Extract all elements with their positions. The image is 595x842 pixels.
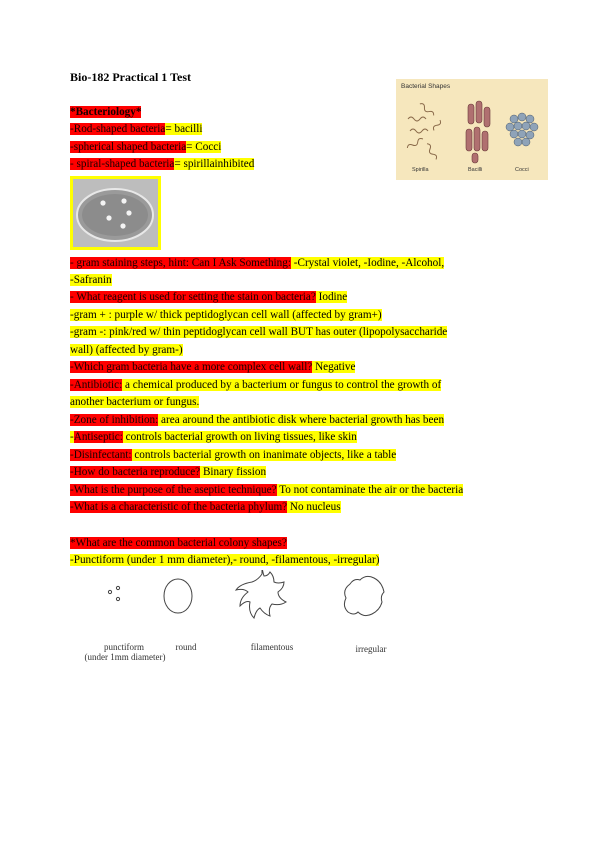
answer-text: another bacterium or fungus. xyxy=(70,396,200,408)
question-text: -Disinfectant: xyxy=(70,449,132,461)
label-irregular: irregular xyxy=(355,644,387,654)
question-text: -Antibiotic: xyxy=(70,379,123,391)
line-safranin xyxy=(70,273,112,287)
question-text: Antiseptic: xyxy=(73,431,123,443)
answer-text: = spirillainhibited xyxy=(174,158,255,170)
question-text: -Rod-shaped bacteria xyxy=(70,123,166,135)
caption-bacilli: Bacilli xyxy=(468,167,483,173)
line-gram-staining-steps xyxy=(70,256,444,270)
answer-text: -Crystal violet, -Iodine, -Alcohol, xyxy=(290,257,445,269)
line-colony-shapes-answer xyxy=(70,553,379,567)
line-antiseptic xyxy=(70,430,357,444)
label-punctiform: punctiform xyxy=(104,642,144,652)
line-colony-shapes-question xyxy=(70,536,287,550)
colony-shapes-drawing xyxy=(70,570,400,640)
heading-bacteriology: *Bacteriology* xyxy=(70,106,142,118)
page-title: Bio-182 Practical 1 Test xyxy=(70,70,191,84)
answer-text: -gram -: pink/red w/ thin peptidoglycan cell wall BUT has outer (lipopolysaccharide xyxy=(70,326,448,338)
colony-shapes-figure xyxy=(70,570,400,670)
bacterial-shapes-illustration xyxy=(396,79,548,180)
answer-text: To not contaminate the air or the bacteria xyxy=(276,484,464,496)
label-filamentous: filamentous xyxy=(250,642,294,652)
answer-text: Iodine xyxy=(315,291,348,303)
line-gram-negative xyxy=(70,325,447,339)
line-rod-shaped xyxy=(70,122,202,136)
label-punctiform-sub: (under 1mm diameter) xyxy=(84,652,166,662)
dash-text: - xyxy=(70,431,74,443)
answer-text: Binary fission xyxy=(200,466,267,478)
line-antibiotic-cont xyxy=(70,395,199,409)
answer-text: Negative xyxy=(312,361,356,373)
figure-title: Bacterial Shapes xyxy=(401,83,451,90)
answer-text: -Punctiform (under 1 mm diameter),- round, -filamentous, -irregular) xyxy=(70,554,380,566)
question-text: -How do bacteria reproduce? xyxy=(70,466,201,478)
answer-text: -Safranin xyxy=(70,274,112,286)
line-gram-positive xyxy=(70,308,382,322)
answer-text: No nucleus xyxy=(287,501,341,513)
question-text: - What reagent is used for setting the stain on bacteria? xyxy=(70,291,316,303)
answer-text: a chemical produced by a bacterium or fungus to control the growth of xyxy=(122,379,442,391)
answer-text: area around the antibiotic disk where bacterial growth has been xyxy=(158,414,445,426)
question-text: -What is a characteristic of the bacteria phylum? xyxy=(70,501,288,513)
line-aseptic-technique xyxy=(70,483,463,497)
question-text: -Which gram bacteria have a more complex cell wall? xyxy=(70,361,313,373)
answer-text: controls bacterial growth on inanimate objects, like a table xyxy=(131,449,397,461)
line-spiral xyxy=(70,157,254,171)
question-text: -What is the purpose of the aseptic technique? xyxy=(70,484,277,496)
answer-text: wall) (affected by gram-) xyxy=(70,344,183,356)
answer-text: = bacilli xyxy=(165,123,203,135)
caption-cocci: Cocci xyxy=(515,167,529,173)
question-text: -Zone of inhibition: xyxy=(70,414,159,426)
question-text: - gram staining steps, hint: Can I Ask Something: xyxy=(70,257,291,269)
answer-text: = Cocci xyxy=(186,141,222,153)
caption-spirilla: Spirilla xyxy=(412,167,429,173)
line-antibiotic xyxy=(70,378,441,392)
bacterial-shapes-figure xyxy=(396,79,548,180)
line-reproduce xyxy=(70,465,266,479)
line-bacteriology-heading xyxy=(70,105,141,119)
line-gram-negative-cont xyxy=(70,343,183,357)
petri-dish-image xyxy=(70,176,161,250)
line-bacteria-phylum xyxy=(70,500,341,514)
question-text: -spherical shaped bacteria xyxy=(70,141,187,153)
line-spherical xyxy=(70,140,221,154)
answer-text: -gram + : purple w/ thick peptidoglycan cell wall (affected by gram+) xyxy=(70,309,382,321)
line-disinfectant xyxy=(70,448,396,462)
line-complex-cell-wall xyxy=(70,360,355,374)
label-round: round xyxy=(175,642,197,652)
answer-text: controls bacterial growth on living tissues, like skin xyxy=(122,431,357,443)
question-text: *What are the common bacterial colony shapes? xyxy=(70,537,287,549)
question-text: - spiral-shaped bacteria xyxy=(70,158,175,170)
line-setting-stain xyxy=(70,290,347,304)
line-zone-of-inhibition xyxy=(70,413,444,427)
